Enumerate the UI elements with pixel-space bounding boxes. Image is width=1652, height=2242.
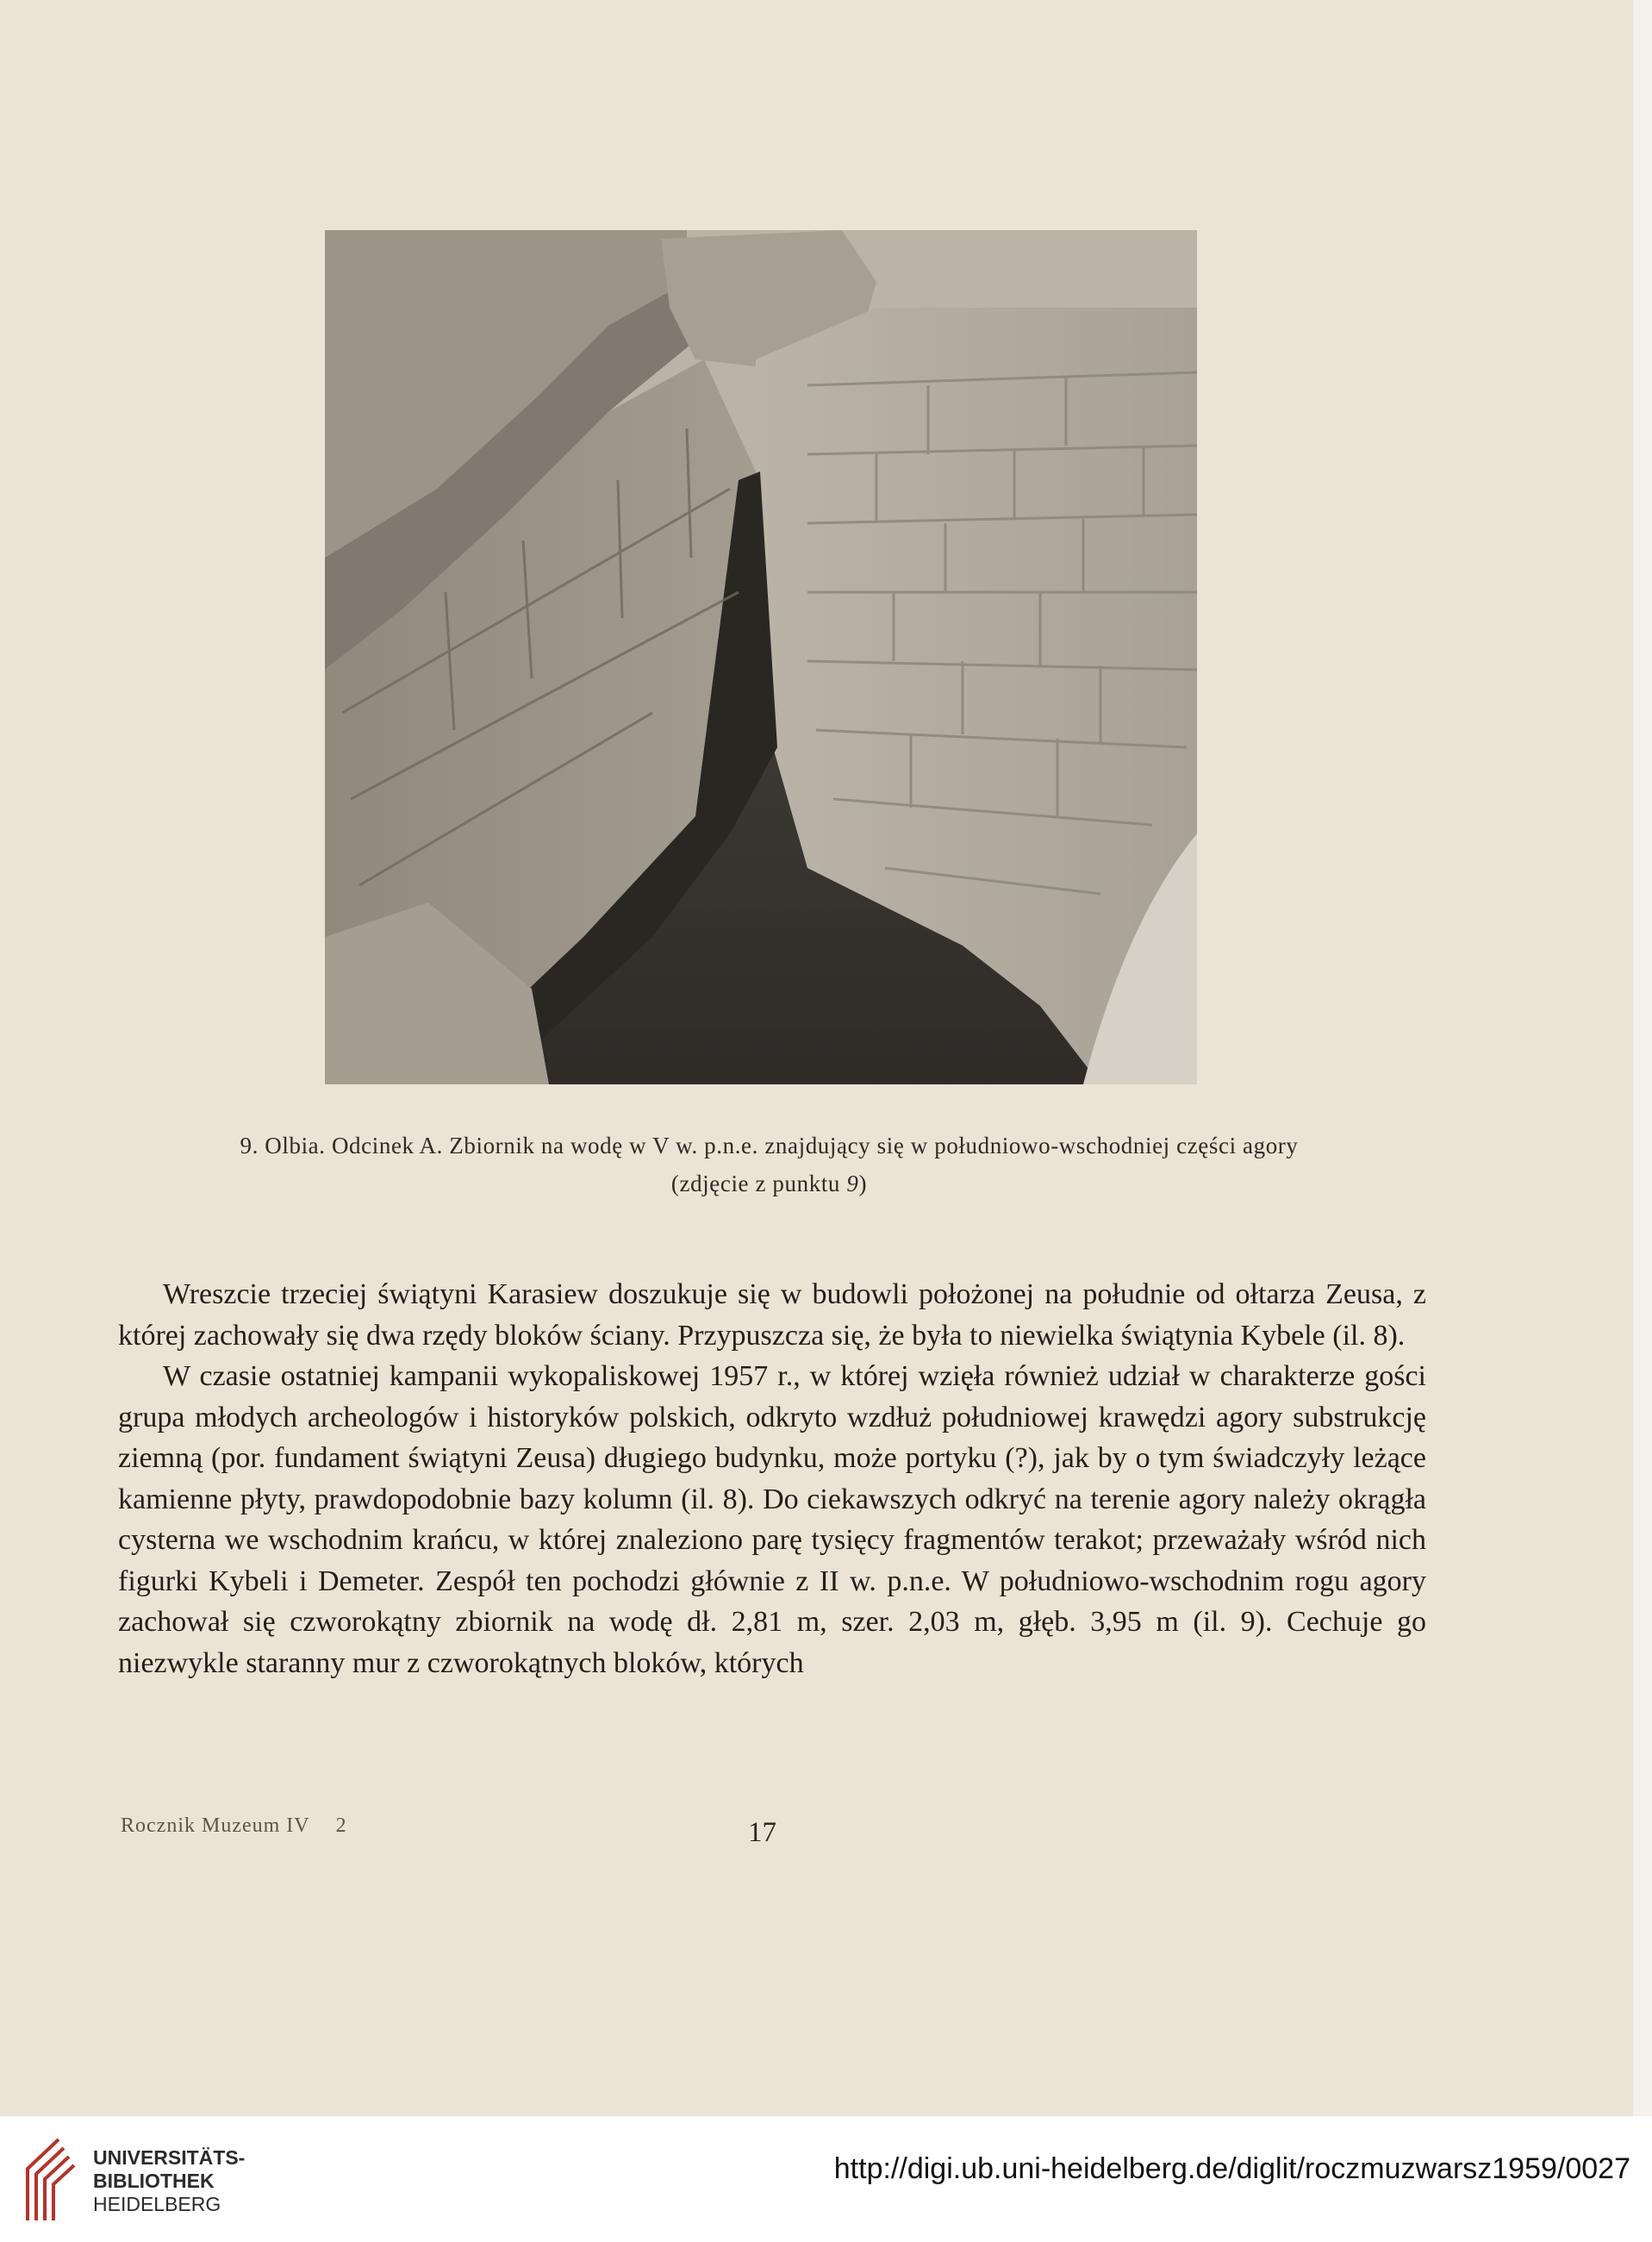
journal-name: Rocznik Muzeum IV <box>121 1814 310 1837</box>
library-name-line-3: HEIDELBERG <box>93 2193 221 2215</box>
body-text <box>118 1274 1426 1683</box>
university-library-logo-icon[interactable] <box>24 2134 78 2225</box>
library-name[interactable] <box>93 2146 245 2216</box>
paragraph-2: W czasie ostatniej kampanii wykopaliskowej 1957 r., w której wzięła również udział w charakterze gości grupa młodych archeologów i historyków polskich, odkryto wzdłuż południowej krawędzi agory substrukcję ziemną (por. fundament świątyni Zeusa) długiego budynku, może portyku (?), jak by o tym świadczyły leżące kamienne płyty, prawdopodobnie bazy kolumn (il. 8). Do ciekawszych odkryć na terenie agory należy okrągła cysterna we wschodnim krańcu, w której znaleziono parę tysięcy fragmentów terakot; przeważały wśród nich figurki Kybeli i Demeter. Zespół ten pochodzi głównie z II w. p.n.e. W południowo-wschodnim rogu agory zachował się czworokątny zbiornik na wodę dł. 2,81 m, szer. 2,03 m, głęb. 3,95 m (il. 9). Cechuje go niezwykle staranny mur z czworokątnych bloków, których <box>118 1360 1426 1679</box>
journal-signature <box>121 1814 347 1838</box>
caption-line-2 <box>103 1165 1435 1202</box>
sheet-number: 2 <box>335 1814 347 1837</box>
library-name-line-1: UNIVERSITÄTS- <box>93 2146 246 2169</box>
page-edge <box>1633 0 1652 2116</box>
figure-caption <box>103 1127 1435 1202</box>
library-name-line-2: BIBLIOTHEK <box>93 2170 215 2192</box>
caption-line-1: 9. Olbia. Odcinek A. Zbiornik na wodę w V w. p.n.e. znajdujący się w południowo-wschodniej części agory <box>240 1133 1299 1158</box>
excavation-photo <box>325 230 1197 1084</box>
caption-point-number: 9 <box>846 1171 859 1196</box>
paragraph-1: Wreszcie trzeciej świątyni Karasiew doszukuje się w budowli położonej na południe od ołtarza Zeusa, z której zachowały się dwa rzędy bloków ściany. Przypuszcza się, że była to niewielka świątynia Kybele (il. 8). <box>118 1278 1426 1352</box>
water-tank-photo-illustration <box>325 230 1197 1084</box>
permalink-url[interactable]: http://digi.ub.uni-heidelberg.de/diglit/roczmuzwarsz1959/0027 <box>833 2152 1630 2185</box>
caption-line-2-suffix: ) <box>858 1171 868 1196</box>
caption-line-2-prefix: (zdjęcie z punktu <box>670 1171 847 1196</box>
page-number: 17 <box>748 1817 776 1848</box>
